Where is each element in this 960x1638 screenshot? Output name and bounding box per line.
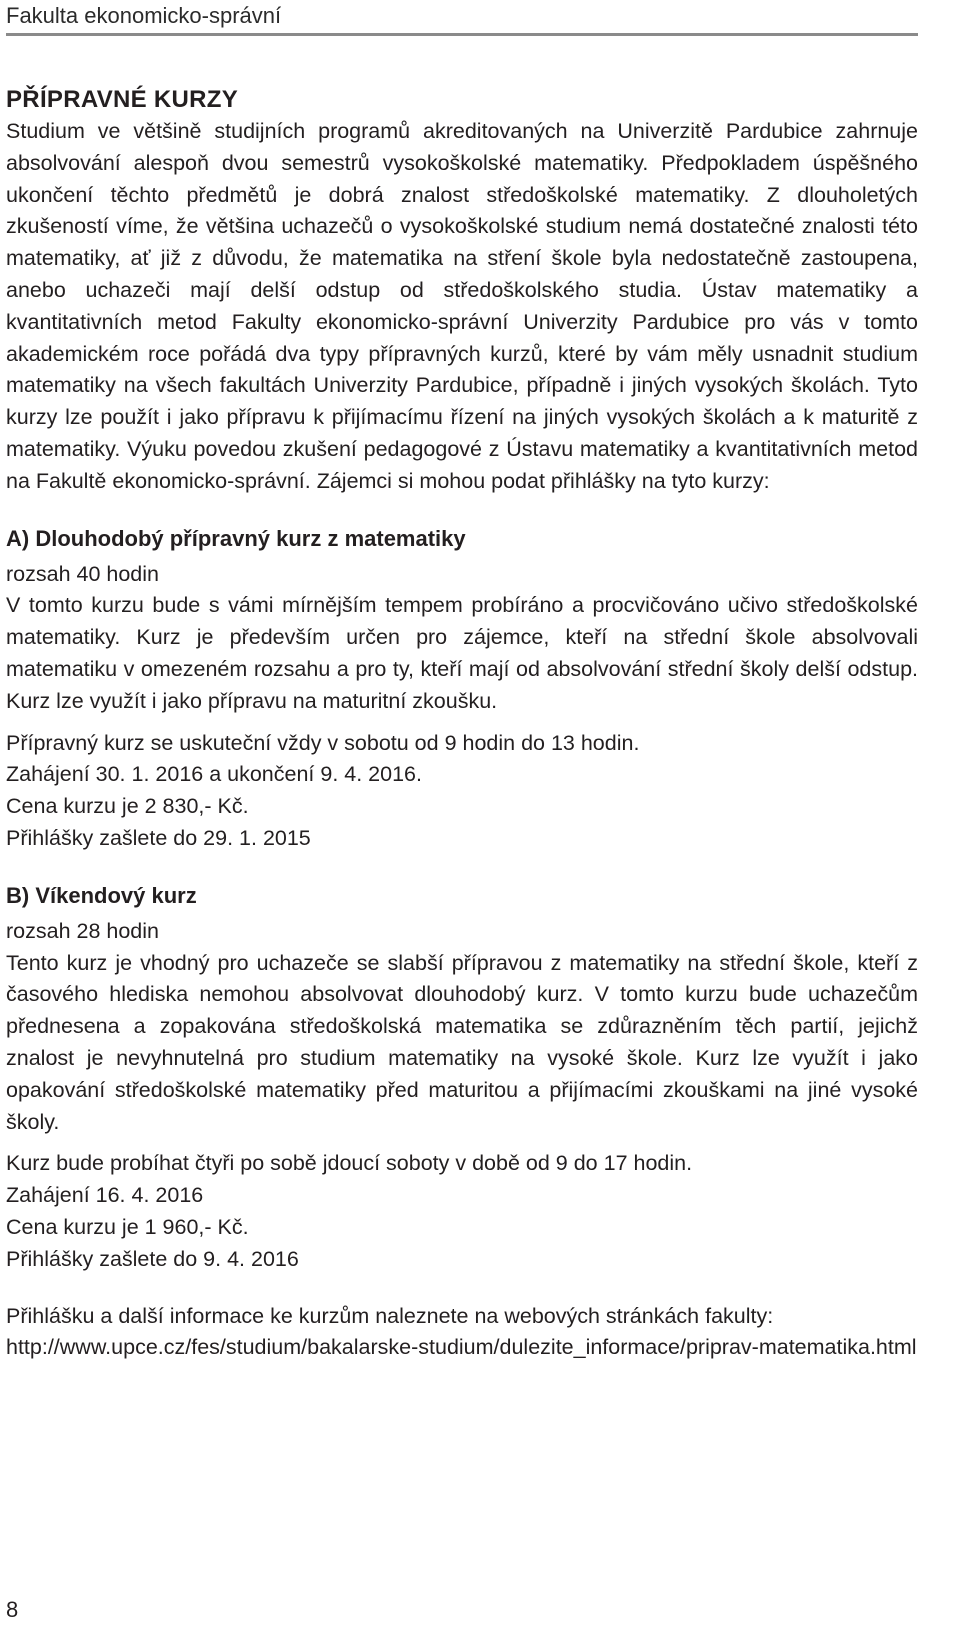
course-a-schedule: Přípravný kurz se uskuteční vždy v sobotu od 9 hodin do 13 hodin. [6, 730, 640, 755]
course-a-deadline: Přihlášky zašlete do 29. 1. 2015 [6, 825, 311, 850]
more-info-section [6, 1301, 918, 1365]
more-info-text: Přihlášku a další informace ke kurzům naleznete na webových stránkách fakulty: [6, 1303, 774, 1328]
page-content [6, 84, 918, 1364]
course-b-description: Tento kurz je vhodný pro uchazeče se slabší přípravou z matematiky na střední škole, kteří z časového hlediska nemohou absolvovat dlouhodobý kurz. V tomto kurzu bude uchazečům přednesena a zopakována středoškolská matematika se zdůrazněním těch partií, jejichž znalost je nevyhnutelná pro studium matematiky na vysoké škole. Kurz lze využít i jako opakování středoškolské matematiky před maturitou a přijímacími zkouškami na jiné vysoké školy. [6, 950, 918, 1134]
course-a-dates: Zahájení 30. 1. 2016 a ukončení 9. 4. 2016. [6, 762, 422, 787]
course-a-description: V tomto kurzu bude s vámi mírnějším tempem probíráno a procvičováno učivo středoškolské matematiky. Kurz je především určen pro zájemce, kteří na střední škole absolvovali matematiku v omezeném rozsahu a pro ty, kteří mají od absolvování střední školy delší odstup. Kurz lze využít i jako přípravu na maturitní zkoušku. [6, 593, 918, 713]
course-a-section [6, 523, 918, 855]
course-b-price: Cena kurzu je 1 960,- Kč. [6, 1214, 249, 1239]
page-title: PŘÍPRAVNÉ KURZY [6, 86, 239, 113]
header-divider [6, 33, 918, 36]
course-a-heading: A) Dlouhodobý přípravný kurz z matematiky [6, 525, 466, 551]
page-number: 8 [6, 1597, 19, 1622]
course-b-schedule: Kurz bude probíhat čtyři po sobě jdoucí soboty v době od 9 do 17 hodin. [6, 1151, 693, 1176]
intro-paragraph: Studium ve většině studijních programů akreditovaných na Univerzitě Pardubice zahrnuje absolvování alespoň dvou semestrů vysokoškolské matematiky. Předpokladem úspěšného ukončení těchto předmětů je dobrá znalost středoškolské matematiky. Z dlouholetých zkušeností víme, že většina uchazečů o vysokoškolské studium nemá dostatečné znalosti této matematiky, ať již z důvodu, že matematika na stření škole byla nedostatečně zastoupena, anebo uchazeči mají delší odstup od středoškolského studia. Ústav matematiky a kvantitativních metod Fakulty ekonomicko-správní Univerzity Pardubice pro vás v tomto akademickém roce pořádá dva typy přípravných kurzů, které by vám měly usnadnit studium matematiky na všech fakultách Univerzity Pardubice, případně i jiných vysokých školách. Tyto kurzy lze použít i jako přípravu k přijímacímu řízení na jiných vysokých školách a k maturitě z matematiky. Výuku povedou zkušení pedagogové z Ústavu matematiky a kvantitativních metod na Fakultě ekonomicko-správní. Zájemci si mohou podat přihlášky na tyto kurzy: [6, 119, 918, 493]
faculty-website-link[interactable]: http://www.upce.cz/fes/studium/bakalarske-studium/dulezite_informace/priprav-matematika.html [6, 1335, 917, 1360]
course-a-scope: rozsah 40 hodin [6, 561, 159, 586]
course-b-deadline: Přihlášky zašlete do 9. 4. 2016 [6, 1246, 299, 1271]
course-b-scope: rozsah 28 hodin [6, 918, 159, 943]
course-b-section [6, 880, 918, 1276]
course-b-dates: Zahájení 16. 4. 2016 [6, 1183, 204, 1208]
course-a-price: Cena kurzu je 2 830,- Kč. [6, 794, 249, 819]
running-header: Fakulta ekonomicko-správní [6, 3, 282, 28]
course-b-heading: B) Víkendový kurz [6, 882, 197, 908]
